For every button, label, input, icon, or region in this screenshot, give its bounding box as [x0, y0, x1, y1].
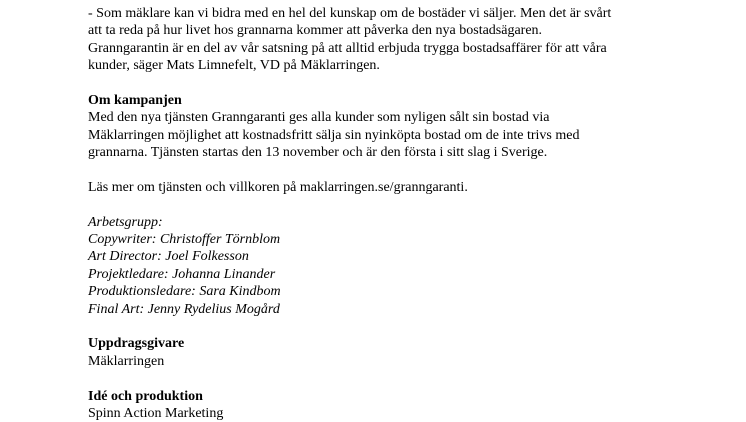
team-member: Produktionsledare: Sara Kindbom	[88, 284, 281, 300]
paragraph-gap	[88, 370, 728, 387]
paragraph-gap	[88, 196, 728, 213]
team-member: Art Director: Joel Folkesson	[88, 249, 249, 265]
client-section	[88, 335, 728, 370]
campaign-line: Med den nya tjänsten Granngaranti ges alla kunder som nyligen sålt sin bostad via	[88, 110, 550, 126]
production-heading: Idé och produktion	[88, 388, 203, 404]
campaign-section	[88, 92, 728, 162]
more-info-text: Läs mer om tjänsten och villkoren på maklarringen.se/granngaranti.	[88, 179, 468, 195]
quote-line: att ta reda på hur livet hos grannarna kommer att påverka den nya bostadsägaren.	[88, 23, 543, 39]
document-page	[88, 5, 728, 422]
campaign-heading: Om kampanjen	[88, 92, 182, 108]
team-member: Projektledare: Johanna Linander	[88, 266, 276, 282]
quote-paragraph	[88, 5, 728, 75]
quote-line: Granngarantin är en del av vår satsning på att alltid erbjuda trygga bostadsaffärer för att våra	[88, 40, 607, 56]
production-value: Spinn Action Marketing	[88, 405, 224, 421]
team-member: Final Art: Jenny Rydelius Mogård	[88, 301, 280, 317]
paragraph-gap	[88, 318, 728, 335]
campaign-line: Mäklarringen möjlighet att kostnadsfritt sälja sin nyinköpta bostad om de inte trivs med	[88, 127, 580, 143]
team-section	[88, 214, 728, 318]
campaign-line: grannarna. Tjänsten startas den 13 november och är den första i sitt slag i Sverige.	[88, 145, 548, 161]
quote-line: - Som mäklare kan vi bidra med en hel del kunskap om de bostäder vi säljer. Men det är svårt	[88, 6, 612, 21]
paragraph-gap	[88, 162, 728, 179]
quote-line: kunder, säger Mats Limnefelt, VD på Mäklarringen.	[88, 58, 380, 74]
paragraph-gap	[88, 75, 728, 92]
client-heading: Uppdragsgivare	[88, 336, 185, 352]
team-heading: Arbetsgrupp:	[88, 214, 163, 230]
team-member: Copywriter: Christoffer Törnblom	[88, 232, 281, 248]
client-value: Mäklarringen	[88, 353, 165, 369]
production-section	[88, 388, 728, 422]
